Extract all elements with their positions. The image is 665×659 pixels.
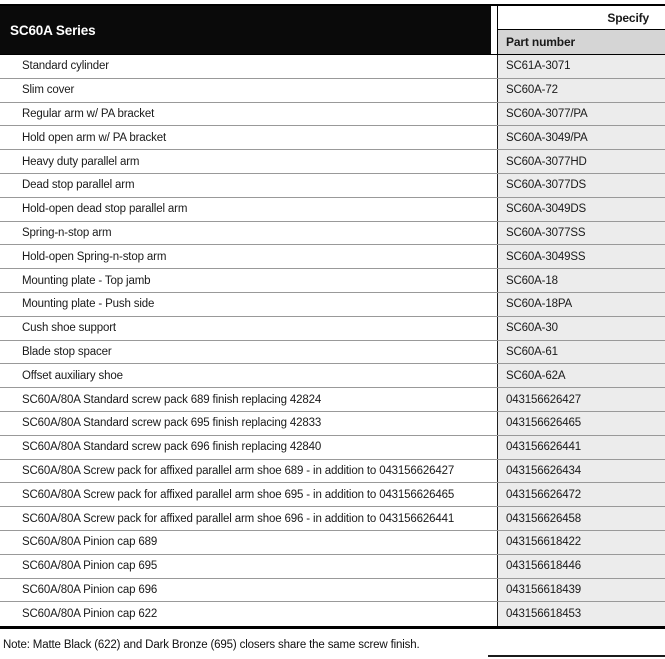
part-number-header-group: [497, 6, 665, 54]
row-item: SC60A/80A Screw pack for affixed parallel arm shoe 689 - in addition to 043156626427: [22, 464, 455, 477]
row-part: 043156626465: [506, 417, 581, 430]
row-part: 043156626441: [506, 441, 581, 454]
table-row: [0, 198, 665, 222]
row-item: SC60A/80A Standard screw pack 695 finish replacing 42833: [22, 417, 322, 430]
item-description-cell: [0, 483, 497, 506]
item-description-cell: [0, 245, 497, 268]
table-body: [0, 55, 665, 629]
part-number-cell: [497, 602, 665, 626]
part-number-cell: [497, 150, 665, 173]
row-part: SC60A-72: [506, 84, 558, 97]
row-item: SC60A/80A Standard screw pack 689 finish replacing 42824: [22, 393, 322, 406]
row-item: Cush shoe support: [22, 322, 116, 335]
row-item: SC60A/80A Pinion cap 696: [22, 583, 158, 596]
table-row: [0, 460, 665, 484]
parts-table: [0, 4, 665, 629]
row-item: SC60A/80A Pinion cap 689: [22, 536, 158, 549]
part-number-cell: [497, 79, 665, 102]
row-part: SC60A-3077/PA: [506, 107, 588, 120]
row-item: Standard cylinder: [22, 60, 109, 73]
row-part: 043156618439: [506, 583, 581, 596]
row-part: SC61A-3071: [506, 60, 571, 73]
table-row: [0, 555, 665, 579]
row-part: SC60A-3077HD: [506, 155, 587, 168]
part-number-cell: [497, 436, 665, 459]
specify-header-cell: [498, 6, 665, 30]
part-number-header-cell: [498, 30, 665, 54]
table-row: [0, 531, 665, 555]
part-number-cell: [497, 531, 665, 554]
item-description-cell: [0, 79, 497, 102]
item-description-cell: [0, 555, 497, 578]
table-row: [0, 55, 665, 79]
item-description-cell: [0, 222, 497, 245]
series-title-cell: [0, 6, 491, 54]
row-item: Regular arm w/ PA bracket: [22, 107, 155, 120]
part-number-cell: [497, 412, 665, 435]
row-item: Mounting plate - Push side: [22, 298, 155, 311]
part-number-cell: [497, 198, 665, 221]
table-row: [0, 388, 665, 412]
row-part: SC60A-61: [506, 345, 558, 358]
item-description-cell: [0, 579, 497, 602]
item-description-cell: [0, 507, 497, 530]
part-number-cell: [497, 174, 665, 197]
table-row: [0, 341, 665, 365]
item-description-cell: [0, 293, 497, 316]
row-item: SC60A/80A Pinion cap 695: [22, 560, 158, 573]
item-description-cell: [0, 103, 497, 126]
part-number-cell: [497, 269, 665, 292]
part-number-cell: [497, 103, 665, 126]
row-item: Heavy duty parallel arm: [22, 155, 140, 168]
item-description-cell: [0, 341, 497, 364]
part-number-cell: [497, 483, 665, 506]
table-row: [0, 412, 665, 436]
part-number-cell: [497, 507, 665, 530]
row-part: SC60A-18: [506, 274, 558, 287]
item-description-cell: [0, 198, 497, 221]
row-part: 043156618453: [506, 608, 581, 621]
table-row: [0, 269, 665, 293]
row-item: SC60A/80A Screw pack for affixed parallel arm shoe 696 - in addition to 043156626441: [22, 512, 455, 525]
row-item: SC60A/80A Standard screw pack 696 finish replacing 42840: [22, 441, 322, 454]
row-part: SC60A-3049/PA: [506, 131, 588, 144]
table-row: [0, 507, 665, 531]
row-item: Dead stop parallel arm: [22, 179, 135, 192]
part-number-cell: [497, 317, 665, 340]
row-item: SC60A/80A Pinion cap 622: [22, 608, 158, 621]
row-item: SC60A/80A Screw pack for affixed parallel arm shoe 695 - in addition to 043156626465: [22, 488, 455, 501]
table-row: [0, 245, 665, 269]
table-row: [0, 174, 665, 198]
table-row: [0, 364, 665, 388]
part-number-cell: [497, 126, 665, 149]
series-title: SC60A Series: [10, 22, 96, 38]
part-number-cell: [497, 388, 665, 411]
row-part: 043156618446: [506, 560, 581, 573]
part-number-cell: [497, 555, 665, 578]
table-row: [0, 150, 665, 174]
row-part: SC60A-62A: [506, 369, 566, 382]
table-row: [0, 103, 665, 127]
table-row: [0, 293, 665, 317]
part-number-cell: [497, 222, 665, 245]
row-part: SC60A-3049DS: [506, 203, 587, 216]
item-description-cell: [0, 269, 497, 292]
item-description-cell: [0, 55, 497, 78]
next-section-top-border: [488, 655, 665, 657]
table-row: [0, 436, 665, 460]
row-item: Spring-n-stop arm: [22, 226, 112, 239]
part-number-cell: [497, 341, 665, 364]
row-part: 043156626472: [506, 488, 581, 501]
table-row: [0, 126, 665, 150]
table-header: [0, 4, 665, 55]
part-number-cell: [497, 293, 665, 316]
item-description-cell: [0, 126, 497, 149]
row-item: Hold open arm w/ PA bracket: [22, 131, 167, 144]
item-description-cell: [0, 460, 497, 483]
item-description-cell: [0, 364, 497, 387]
item-description-cell: [0, 531, 497, 554]
item-description-cell: [0, 150, 497, 173]
row-part: SC60A-30: [506, 322, 558, 335]
row-part: SC60A-3049SS: [506, 250, 586, 263]
item-description-cell: [0, 436, 497, 459]
item-description-cell: [0, 317, 497, 340]
row-item: Slim cover: [22, 84, 75, 97]
table-row: [0, 579, 665, 603]
row-part: 043156626458: [506, 512, 581, 525]
item-description-cell: [0, 174, 497, 197]
row-item: Hold-open Spring-n-stop arm: [22, 250, 167, 263]
part-number-cell: [497, 245, 665, 268]
item-description-cell: [0, 602, 497, 626]
row-item: Offset auxiliary shoe: [22, 369, 123, 382]
row-item: Blade stop spacer: [22, 345, 112, 358]
table-row: [0, 317, 665, 341]
row-item: Mounting plate - Top jamb: [22, 274, 151, 287]
part-number-label: Part number: [506, 35, 576, 49]
row-part: SC60A-18PA: [506, 298, 573, 311]
table-row: [0, 483, 665, 507]
table-row: [0, 79, 665, 103]
part-number-cell: [497, 579, 665, 602]
row-item: Hold-open dead stop parallel arm: [22, 203, 188, 216]
row-part: 043156618422: [506, 536, 581, 549]
table-row: [0, 222, 665, 246]
specify-label: Specify: [607, 10, 649, 25]
table-row: [0, 602, 665, 626]
row-part: SC60A-3077DS: [506, 179, 587, 192]
item-description-cell: [0, 388, 497, 411]
part-number-cell: [497, 55, 665, 78]
footnote: Note: Matte Black (622) and Dark Bronze (695) closers share the same screw finish.: [3, 639, 420, 651]
row-part: 043156626427: [506, 393, 581, 406]
item-description-cell: [0, 412, 497, 435]
row-part: 043156626434: [506, 464, 581, 477]
part-number-cell: [497, 460, 665, 483]
row-part: SC60A-3077SS: [506, 226, 586, 239]
part-number-cell: [497, 364, 665, 387]
